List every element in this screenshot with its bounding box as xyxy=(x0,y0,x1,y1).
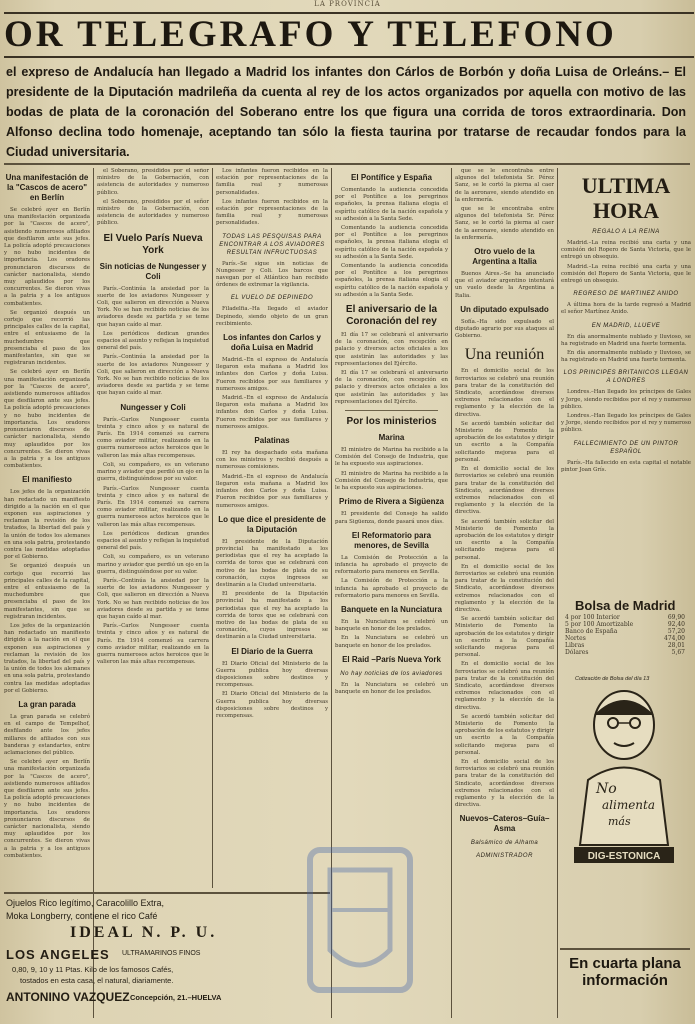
article-text: El día 17 se celebrará el aniversario de la coronación, con recepción en palacio y diversos actos oficiales a los que asistirán las autoridades y las representaciones del Ejército. xyxy=(335,332,448,367)
article-text: Sofía.–Ha sido expulsado el diputado agrario por sus ataques al Gobierno. xyxy=(455,318,554,340)
column-rule xyxy=(93,168,94,1018)
stock-name: Banco de España xyxy=(565,628,618,635)
article-subheadline: Banquete en la Nunciatura xyxy=(341,604,442,614)
article-text: Madrid.–En el expreso de Andalucía llegaron esta mañana a Madrid los infantes don Carlos y doña Luisa. Fueron recibidos por sus familiares y numerosos amigos. xyxy=(216,473,328,509)
article-text: El Diario Oficial del Ministerio de la Guerra publica hoy diversas disposiciones sobre destinos y recompensas. xyxy=(216,660,328,689)
article-text: Se celebró ayer en Berlín una manifestación organizada por la "Cascos de acero", asistiendo numerosos afiliados que desfilaron ante sus jefes. La policía adoptó precauciones y no hubo incidentes de importancia. Los oradores pronunciaron discursos de carácter nacionalista, siendo muy aplaudidos por los concurrentes. Se dieron vivas a la patria y a los antiguos combatientes. xyxy=(4,207,90,307)
stock-table xyxy=(563,614,687,656)
stock-value: 69,90 xyxy=(667,614,685,621)
article-text: Londres.–Han llegado los príncipes de Gales y Jorge, siendo recibidos por el rey y numeroso público. xyxy=(561,389,691,410)
ad-line: Moka Longberry, contiene el rico Café xyxy=(6,911,158,921)
article-headline: Los infantes don Carlos y doña Luisa en Madrid xyxy=(223,333,321,353)
article-text: el Soberano, presididos por el señor ministro de la Gobernación, con asistencia de autoridades y numeroso público. xyxy=(97,198,209,227)
article-text: Londres.–Han llegado los príncipes de Gales y Jorge, siendo recibidos por el rey y numeroso público. xyxy=(561,413,691,434)
article-text: París.–Continúa la ansiedad por la suerte de los aviadores Nungesser y Coli, que salieron en dirección a Nueva York. No se han recibido noticias de los aviadores desde su partida y se teme que hayan caído al mar. xyxy=(97,285,209,328)
cartoon-caption: alimenta xyxy=(602,798,656,812)
article-text: Los jefes de la organización han redactado un manifiesto dirigido a la nación en el que exponen sus aspiraciones y reclaman la revisión de los tratados, la libertad del país y la unión de todos los alemanes en una sola patria, protestando contra las medidas adoptadas por el Gobierno. xyxy=(4,489,90,561)
article-text: Coli, su compañero, es un veterano marino y aviador que perdió un ojo en la guerra, distinguiéndose por su valor. xyxy=(97,461,209,483)
article-headline: Un diputado expulsado xyxy=(460,304,549,314)
section-banner: OR TELEGRAFO Y TELEFONO xyxy=(4,12,694,58)
ad-text: Balsámico de Alhama xyxy=(470,840,539,847)
column-2 xyxy=(97,168,209,886)
article-text: La gran parada se celebró en el campo de Tempelhof, desfilando ante los jefes millares de afiliados con sus banderas y estandartes, entre aclamaciones del público. xyxy=(4,714,90,757)
article-text: Se organizó después un cortejo que recorrió las principales calles de la capital, entre el entusiasmo de la muchedumbre que presenciaba el paso de los manifestantes, sin que se registraran incidentes. xyxy=(4,563,90,620)
article-text: En el domicilio social de los ferroviarios se celebró una reunión para tratar de la constitución del Sindicato, acordándose diversos extremos relacionados con el reglamento y la elección de la directiva. xyxy=(455,661,554,711)
article-text: París.–Carlos Nungesser cuenta treinta y cinco años y es natural de París. En 1914 comenzó su carrera como aviador militar, realizando en la guerra numerosos actos heroicos que le valieron las más altas recompensas. xyxy=(97,485,209,528)
article-subheadline: Marina xyxy=(378,433,405,443)
column-rule xyxy=(557,168,558,1018)
article-text: Los infantes fueron recibidos en la estación por representaciones de la familia real y numerosas personalidades. xyxy=(216,198,328,227)
ad-line: tostados en esta casa, el natural, diariamente. xyxy=(20,976,174,985)
article-text: Los periódicos dedican grandes espacios al asunto y reflejan la inquietud general del país. xyxy=(97,330,209,352)
stock-row xyxy=(563,614,687,621)
ad-shop: LOS ANGELES xyxy=(6,947,110,962)
stock-caption: Cotización de Bolsa del día 13 xyxy=(575,676,650,682)
article-headline: El Pontífice y España xyxy=(351,173,432,182)
article-text: Filadelfia.–Ha llegado el aviador Depinedo, siendo objeto de un gran recibimiento. xyxy=(216,306,328,327)
article-text: El presidente de la Diputación provincial ha manifestado a los periodistas que el rey ha aceptado la corrida de toros que se celebrará con motivo de las bodas de plata de su coronación, cuyos ingresos se destinarán a la Ciudad universitaria. xyxy=(216,538,328,588)
article-subheadline: El Raid –París Nueva York xyxy=(342,654,441,664)
article-text: El ministro de Marina ha recibido a la Comisión del Consejo de Industria, que le ha expuesto sus aspiraciones. xyxy=(335,470,448,492)
article-text: Se acordó también solicitar del Ministerio de Fomento la aprobación de los estatutos y dirigir un escrito a la Compañía solicitando mejoras para el personal. xyxy=(455,616,554,659)
ad-text: ADMINISTRADOR xyxy=(476,853,533,860)
column-1 xyxy=(4,168,90,888)
divider xyxy=(345,410,438,411)
article-text: París.–Ha fallecido en esta capital el notable pintor Joan Grís. xyxy=(561,459,691,473)
article-text: En el domicilio social de los ferroviarios se celebró una reunión para tratar de la constitución del Sindicato, acordándose diversos extremos relacionados con el reglamento y la elección de la directiva. xyxy=(455,368,554,418)
stock-value: 5,67 xyxy=(671,649,685,656)
article-headline: Otro vuelo de la Argentina a Italia xyxy=(472,247,537,267)
article-text: El presidente del Consejo ha salido para Sigüenza, donde pasará unos días. xyxy=(335,511,448,525)
article-subheadline: No hay noticias de los aviadores xyxy=(340,670,443,677)
article-text: Madrid.–La reina recibió una carta y una comisión del Ropero de Santa Victoria, que le entregó un obsequio. xyxy=(561,240,691,261)
article-text: el Soberano, presididos por el señor ministro de la Gobernación, con asistencia de autoridades y numeroso público. xyxy=(97,168,209,196)
article-text: El presidente de la Diputación provincial ha manifestado a los periodistas que el rey ha aceptado la corrida de toros que se celebrará con motivo de las bodas de plata de su coronación, cuyos ingresos se destinarán a la Ciudad universitaria. xyxy=(216,591,328,641)
article-headline: El Vuelo París Nueva York xyxy=(103,232,203,256)
lead-paragraph: el expreso de Andalucía han llegado a Madrid los infantes don Cárlos de Borbón y doña Luisa de Orleáns.– El presidente de la Diputación madrileña da cuenta al rey de los actos organizados por aquella con motivo de las bodas de plata de la coronación del Soberano entre los que figura una corrida de toros extraordinaria. Don Alfonso declina todo homenaje, aceptando tan sólo la fiesta taurina por tratarse de recaudar fondos para la Ciudad universitaria. xyxy=(6,65,686,159)
article-headline: Una reunión xyxy=(464,346,545,364)
stock-name: 5 por 100 Amortizable xyxy=(565,621,634,628)
article-subheadline: TODAS LAS PESQUISAS PARA ENCONTRAR A LOS AVIADORES RESULTAN INFRUCTUOSAS xyxy=(219,233,325,256)
article-text: Madrid.–La reina recibió una carta y una comisión del Ropero de Santa Victoria, que le entregó un obsequio. xyxy=(561,263,691,285)
stock-value: 92,40 xyxy=(667,621,685,628)
article-text: Comentando la audiencia concedida por el Pontífice a los peregrinos españoles, la prensa italiana elogia el espíritu católico de la nación española y su adhesión a la Santa Sede. xyxy=(335,187,448,222)
article-headline: Lo que dice el presidente de la Diputación xyxy=(218,514,326,534)
article-headline: El aniversario de la Coronación del rey xyxy=(345,304,438,328)
article-text: Madrid.–En el expreso de Andalucía llegaron esta mañana a Madrid los infantes don Carlos y doña Luisa. Fueron recibidos por sus familiares y numerosos amigos. xyxy=(216,395,328,430)
article-subheadline: EN MADRID, LLUEVE xyxy=(591,322,661,329)
article-headline: El manifiesto xyxy=(22,475,72,485)
article-text: Se organizó después un cortejo que recorrió las principales calles de la capital, entre el entusiasmo de la muchedumbre que presenciaba el paso de los manifestantes, sin que se registraran incidentes. xyxy=(4,309,90,367)
article-text: París.–Carlos Nungesser cuenta treinta y cinco años y es natural de París. En 1914 comenzó su carrera como aviador militar, realizando en la guerra numerosos actos heroicos que le valieron las más altas recompensas. xyxy=(97,416,209,459)
article-subheadline: REGALO A LA REINA xyxy=(592,229,660,235)
article-text: que se le encontraba entre algunos del telefonista Sr. Pérez Sanz, se le cortó la pierna al caer de la aeronave, siendo atendido en la enfermería. xyxy=(455,206,554,241)
article-text: Se acordó también solicitar del Ministerio de Fomento la aprobación de los estatutos y dirigir un escrito a la Compañía solicitando mejoras para el personal. xyxy=(455,420,554,463)
article-text: En el domicilio social de los ferroviarios se celebró una reunión para tratar de la constitución del Sindicato, acordándose diversos extremos relacionados con el reglamento y la elección de la directiva. xyxy=(455,759,554,809)
article-text: El Diario Oficial del Ministerio de la Guerra publica hoy diversas disposiciones sobre destinos y recompensas. xyxy=(216,691,328,719)
stock-value: 474,00 xyxy=(664,635,685,642)
ad-headline: Nuevos–Cateros–Guía–Asma xyxy=(459,814,550,834)
article-text: Coli, su compañero, es un veterano marino y aviador que perdió un ojo en la guerra, distinguiéndose por su valor. xyxy=(97,554,209,575)
article-subheadline: EL VUELO DE DEPINEDO xyxy=(230,295,314,302)
section-headline: ULTIMA HORA xyxy=(581,173,671,223)
article-subheadline: LOS PRINCIPES BRITANICOS LLEGAN A LONDRES xyxy=(563,370,689,385)
stock-row xyxy=(563,635,687,642)
caricature-illustration xyxy=(568,685,680,865)
column-5 xyxy=(455,168,554,1018)
stock-row xyxy=(563,649,687,656)
lead-bottom-rule xyxy=(4,163,690,165)
article-text: En la Nunciatura se celebró un banquete en honor de los prelados. xyxy=(335,618,448,633)
article-subheadline: El Reformatorio para menores, de Sevilla xyxy=(351,530,432,550)
article-subheadline: Sin noticias de Nungesser y Coli xyxy=(99,261,207,281)
article-text: En día anormalmente nublado y lluvioso, se ha registrado en Madrid una fuerte tormenta. xyxy=(561,333,691,347)
library-stamp-watermark xyxy=(270,830,450,1010)
article-text: Se acordó también solicitar del Ministerio de Fomento la aprobación de los estatutos y dirigir un escrito a la Compañía solicitando mejoras para el personal. xyxy=(455,518,554,561)
stock-value: 57,20 xyxy=(667,628,685,635)
stock-name: Dólares xyxy=(565,649,589,656)
article-text: París.–Continúa la ansiedad por la suerte de los aviadores Nungesser y Coli, que salieron en dirección a Nueva York. No se han recibido noticias de los aviadores desde su partida y se teme que hayan caído al mar. xyxy=(97,354,209,397)
ad-shop-tag: ULTRAMARINOS FINOS xyxy=(122,950,201,957)
article-text: En la Nunciatura se celebró un banquete en honor de los prelados. xyxy=(335,681,448,695)
article-text: Se celebró ayer en Berlín una manifestación organizada por la "Cascos de acero", asistiendo numerosos afiliados que desfilaron ante sus jefes. La policía adoptó precauciones y no hubo incidentes de importancia. Los oradores pronunciaron discursos de carácter nacionalista, siendo muy aplaudidos por los concurrentes. Se dieron vivas a la patria y a los antiguos combatientes. xyxy=(4,759,90,859)
cartoon-caption: No xyxy=(596,781,617,797)
article-headline: La gran parada xyxy=(18,700,76,709)
cartoon-brand: DIG-ESTONICA xyxy=(587,851,661,862)
article-text: A última hora de la tarde regresó a Madrid el señor Martínez Anido. xyxy=(561,302,691,316)
ad-line: Ojuelos Rico legítimo, Caracolillo Extra, xyxy=(6,898,165,908)
article-headline: El Diario de la Guerra xyxy=(231,646,313,656)
cartoon-caption: más xyxy=(608,815,631,828)
ad-owner: ANTONINO VAZQUEZ xyxy=(6,990,130,1004)
article-text: que se le encontraba entre algunos del telefonista Sr. Pérez Sanz, se le cortó la pierna al caer de la aeronave, siendo atendido en la enfermería. xyxy=(455,168,554,203)
article-text: La Comisión de Protección a la infancia ha aprobado el proyecto de reformatorio para menores en Sevilla. xyxy=(335,578,448,599)
article-text: París.–Continúa la ansiedad por la suerte de los aviadores Nungesser y Coli, que salieron en dirección a Nueva York. No se han recibido noticias de los aviadores desde su partida y se teme que hayan caído al mar. xyxy=(97,577,209,620)
article-text: París.–Se sigue sin noticias de Nungesser y Coli. Los barcos que navegan por el Atlántico han recibido órdenes de extremar la vigilancia. xyxy=(216,260,328,289)
article-subheadline: Primo de Rivera a Sigüenza xyxy=(339,497,444,507)
article-text: El rey ha despachado esta mañana con los ministros y recibió después a numerosas comisiones. xyxy=(216,450,328,471)
ad-line: 0,80, 9, 10 y 11 Ptas. Kilo de los famosos Cafés, xyxy=(12,965,174,974)
stock-row xyxy=(563,642,687,649)
ad-address: Concepción, 21.–HUELVA xyxy=(130,993,222,1002)
article-text: En el domicilio social de los ferroviarios se celebró una reunión para tratar de la constitución del Sindicato, acordándose diversos extremos relacionados con el reglamento y la elección de la directiva. xyxy=(455,466,554,516)
article-text: El día 17 se celebrará el aniversario de la coronación, con recepción en palacio y diversos actos oficiales a los que asistirán las autoridades y las representaciones del Ejército. xyxy=(335,370,448,405)
cuarta-plana-note: En cuarta plana información xyxy=(569,955,681,989)
stock-name: 4 por 100 Interior xyxy=(565,614,620,621)
article-text: En el domicilio social de los ferroviarios se celebró una reunión para tratar de la constitución del Sindicato, acordándose diversos extremos relacionados con el reglamento y la elección de la directiva. xyxy=(455,563,554,613)
masthead: LA PROVINCIA xyxy=(314,0,381,8)
article-headline: Por los ministerios xyxy=(346,416,437,428)
article-text: Los infantes fueron recibidos en la estación por representaciones de la familia real y numerosas personalidades. xyxy=(216,168,328,196)
cuarta-rule xyxy=(560,948,690,950)
article-text: Buenos Aires.–Se ha anunciado que el aviador argentino intentará un vuelo desde la Argentina a Italia. xyxy=(455,271,554,299)
article-text: En día anormalmente nublado y lluvioso, se ha registrado en Madrid una fuerte tormenta. xyxy=(561,350,691,364)
stock-name: Libras xyxy=(565,642,585,649)
article-text: Comentando la audiencia concedida por el Pontífice a los peregrinos españoles, la prensa italiana elogia el espíritu católico de la nación española y su adhesión a la Santa Sede. xyxy=(335,225,448,260)
stock-row xyxy=(563,621,687,628)
article-text: Los jefes de la organización han redactado un manifiesto dirigido a la nación en el que exponen sus aspiraciones y reclaman la revisión de los tratados, la libertad del país y la unión de todos los alemanes en una sola patria, protestando contra las medidas adoptadas por el Gobierno. xyxy=(4,622,90,694)
stock-headline: Bolsa de Madrid xyxy=(575,598,676,613)
article-text: Se acordó también solicitar del Ministerio de Fomento la aprobación de los estatutos y dirigir un escrito a la Compañía solicitando mejoras para el personal. xyxy=(455,713,554,756)
article-text: Madrid.–En el expreso de Andalucía llegaron esta mañana a Madrid los infantes don Carlos y doña Luisa. Fueron recibidos por sus familiares y numerosos amigos. xyxy=(216,357,328,392)
stock-value: 28,01 xyxy=(667,642,685,649)
stock-row xyxy=(563,628,687,635)
article-text: El ministro de Marina ha recibido a la Comisión del Consejo de Industria, que le ha expuesto sus aspiraciones. xyxy=(335,447,448,468)
article-text: La Comisión de Protección a la infancia ha aprobado el proyecto de reformatorio para menores en Sevilla. xyxy=(335,554,448,576)
ad-brand: IDEAL N. P. U. xyxy=(70,924,218,941)
article-subheadline: FALLECIMIENTO DE UN PINTOR ESPAÑOL xyxy=(573,440,679,455)
article-subheadline: Nungesser y Coli xyxy=(120,402,186,412)
article-subheadline: REGRESO DE MARTINEZ ANIDO xyxy=(573,291,679,298)
article-headline: Una manifestación de la "Cascos de acero" en Berlín xyxy=(5,173,89,202)
article-text: Se celebró ayer en Berlín una manifestación organizada por la "Cascos de acero", asistiendo numerosos afiliados que desfilaron ante sus jefes. La policía adoptó precauciones y no hubo incidentes de importancia. Los oradores pronunciaron discursos de carácter nacionalista, siendo muy aplaudidos por los concurrentes. Se dieron vivas a la patria y a los antiguos combatientes. xyxy=(4,369,90,470)
article-text: En la Nunciatura se celebró un banquete en honor de los prelados. xyxy=(335,635,448,649)
column-rule xyxy=(212,168,213,888)
article-text: Los periódicos dedican grandes espacios al asunto y reflejan la inquietud general del país. xyxy=(97,530,209,552)
article-text: París.–Carlos Nungesser cuenta treinta y cinco años y es natural de París. En 1914 comenzó su carrera como aviador militar, realizando en la guerra numerosos actos heroicos que le valieron las más altas recompensas. xyxy=(97,623,209,666)
stock-name: Nortes xyxy=(565,635,586,642)
column-rule xyxy=(451,168,452,1018)
article-headline: Palatinas xyxy=(254,436,290,446)
article-text: Comentando la audiencia concedida por el Pontífice a los peregrinos españoles, la prensa italiana elogia el espíritu católico de la nación española y su adhesión a la Santa Sede. xyxy=(335,263,448,298)
